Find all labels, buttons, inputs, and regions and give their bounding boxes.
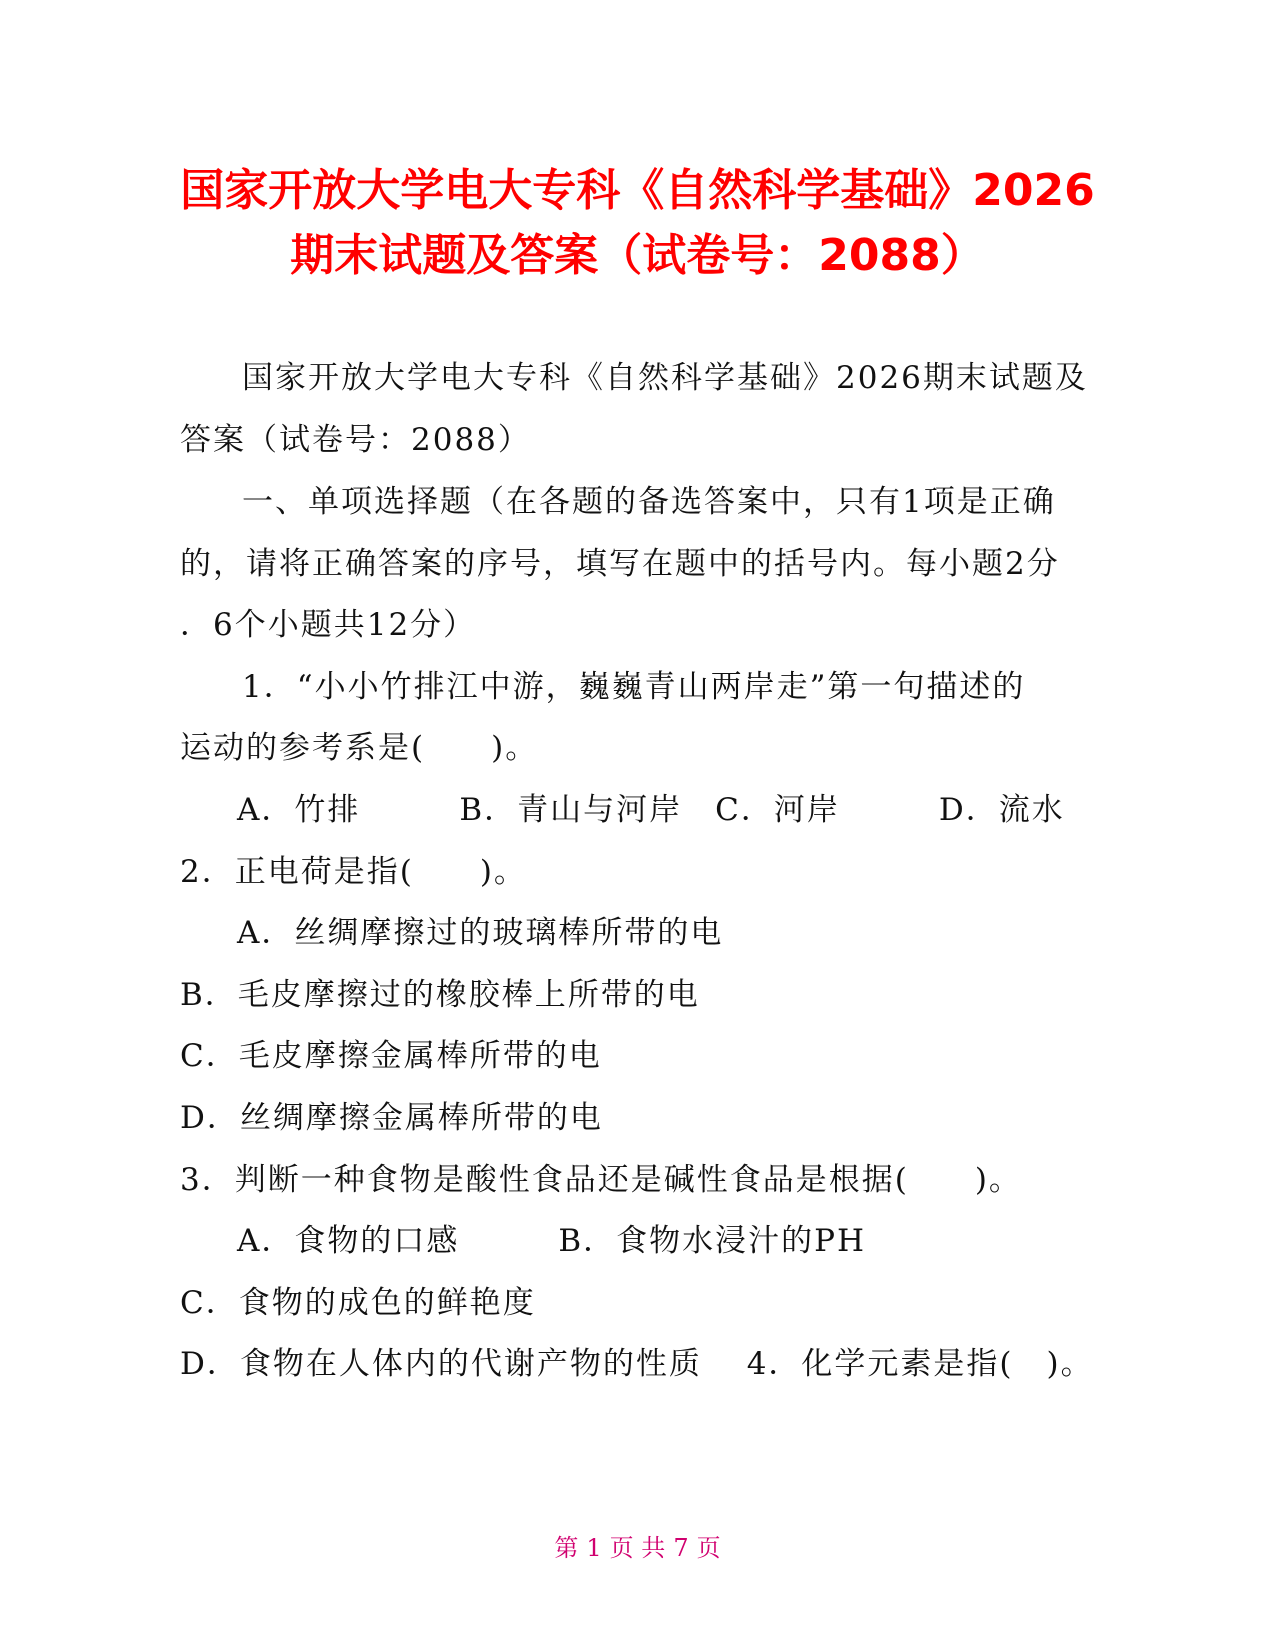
page-total: 7 — [673, 1534, 689, 1562]
question-2-option-c: C．毛皮摩擦金属棒所带的电 — [180, 1038, 602, 1074]
page-current: 1 — [586, 1534, 602, 1562]
page-label-mid: 页 共 — [609, 1534, 666, 1562]
question-3-option-c: C．食物的成色的鲜艳度 — [180, 1285, 536, 1321]
document-title-line-2: 期末试题及答案（试卷号：2088） — [290, 230, 985, 281]
question-3: 3．判断一种食物是酸性食品还是碱性食品是根据( )。 — [180, 1162, 1022, 1198]
question-3-options-ab: A．食物的口感 B．食物水浸汁的PH — [237, 1223, 867, 1259]
question-2: 2．正电荷是指( )。 — [180, 854, 527, 890]
page-label-prefix: 第 — [554, 1534, 579, 1562]
intro-line-1: 国家开放大学电大专科《自然科学基础》2026期末试题及 — [242, 360, 1088, 396]
question-2-option-d: D．丝绸摩擦金属棒所带的电 — [180, 1100, 603, 1136]
section-heading-line-2: 的，请将正确答案的序号，填写在题中的括号内。每小题2分 — [180, 546, 1060, 582]
document-title-line-1: 国家开放大学电大专科《自然科学基础》2026 — [180, 165, 1095, 216]
section-heading-line-3: ．6个小题共12分） — [180, 607, 477, 643]
page-label-suffix: 页 — [696, 1534, 721, 1562]
question-3-option-d-and-question-4: D．食物在人体内的代谢产物的性质 4．化学元素是指( )。 — [180, 1346, 1094, 1382]
page-footer — [0, 1533, 1275, 1563]
question-1-line-1: 1．“小小竹排江中游，巍巍青山两岸走”第一句描述的 — [242, 669, 1026, 705]
question-2-option-a: A．丝绸摩擦过的玻璃棒所带的电 — [237, 915, 724, 951]
intro-line-2: 答案（试卷号：2088） — [180, 422, 531, 458]
question-1-line-2: 运动的参考系是( )。 — [180, 730, 539, 766]
section-heading-line-1: 一、单项选择题（在各题的备选答案中，只有1项是正确 — [242, 484, 1056, 520]
question-1-options: A．竹排 B．青山与河岸 C．河岸 D．流水 — [237, 792, 1065, 828]
question-2-option-b: B．毛皮摩擦过的橡胶棒上所带的电 — [180, 977, 700, 1013]
